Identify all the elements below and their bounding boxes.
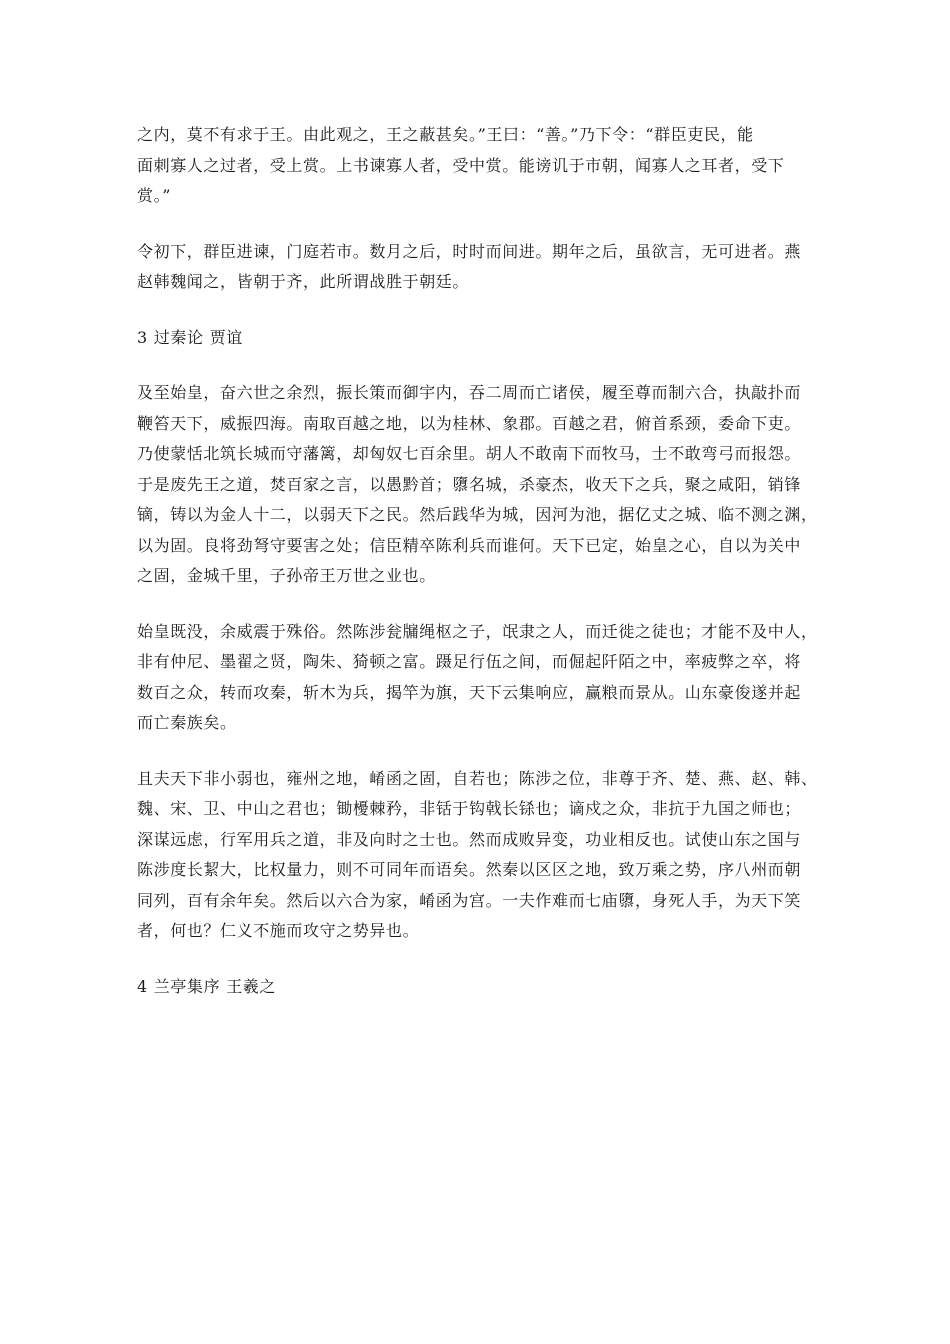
text-line: 数百之众，转而攻秦，斩木为兵，揭竿为旗，天下云集响应，赢粮而景从。山东豪俊遂并起 — [137, 682, 802, 702]
text-line: 乃使蒙恬北筑长城而守藩篱，却匈奴七百余里。胡人不敢南下而牧马，士不敢弯弓而报怨。 — [137, 444, 802, 463]
text-line: 于是废先王之道，焚百家之言，以愚黔首；隳名城，杀豪杰，收天下之兵，聚之咸阳，销锋 — [137, 474, 802, 494]
text-line: 始皇既没，余威震于殊俗。然陈涉瓮牖绳枢之子，氓隶之人，而迁徙之徒也；才能不及中人， — [137, 621, 818, 641]
heading-author: 王羲之 — [226, 976, 276, 996]
document-body — [137, 120, 817, 1027]
text-line: 者，何也？仁义不施而攻守之势异也。 — [137, 921, 420, 940]
paragraph — [137, 378, 817, 592]
text-line: 而亡秦族矣。 — [137, 713, 237, 732]
text-line: 以为固。良将劲弩守要害之处；信臣精卒陈利兵而谁何。天下已定，始皇之心，自以为关中 — [137, 535, 802, 555]
text-line: 鞭笞天下，威振四海。南取百越之地，以为桂林、象郡。百越之君，俯首系颈，委命下吏。 — [137, 413, 802, 433]
heading-author: 贾谊 — [209, 327, 243, 347]
text-line: 非有仲尼、墨翟之贤，陶朱、猗顿之富。蹑足行伍之间，而倔起阡陌之中，率疲弊之卒，将 — [137, 652, 802, 671]
paragraph — [137, 120, 817, 212]
text-line: 深谋远虑，行军用兵之道，非及向时之士也。然而成败异变，功业相反也。试使山东之国与 — [137, 829, 802, 849]
paragraph — [137, 764, 817, 947]
text-line: 同列，百有余年矣。然后以六合为家，崤函为宫。一夫作难而七庙隳，身死人手，为天下笑 — [137, 890, 802, 910]
heading-title: 兰亭集序 — [153, 976, 221, 996]
text-line: 之固，金城千里，子孙帝王万世之业也。 — [137, 566, 436, 585]
heading-number: 3 — [137, 327, 148, 347]
text-line: 令初下，群臣进谏，门庭若市。数月之后，时时而间进。期年之后，虽欲言，无可进者。燕 — [137, 241, 802, 261]
text-line: 魏、宋、卫、中山之君也；锄櫌棘矜，非铦于钩戟长铩也；谪戍之众，非抗于九国之师也； — [137, 799, 802, 818]
section-heading — [137, 323, 817, 354]
heading-number: 4 — [137, 976, 148, 996]
text-line: 陈涉度长絜大，比权量力，则不可同年而语矣。然秦以区区之地，致万乘之势，序八州而朝 — [137, 860, 802, 879]
text-line: 之内，莫不有求于王。由此观之，王之蔽甚矣。”王曰：“善。”乃下令：“群臣吏民，能 — [137, 125, 754, 144]
heading-title: 过秦论 — [153, 327, 204, 347]
text-line: 面刺寡人之过者，受上赏。上书谏寡人者，受中赏。能谤讥于市朝，闻寡人之耳者，受下 — [137, 155, 785, 175]
text-line: 镝，铸以为金人十二，以弱天下之民。然后践华为城，因河为池，据亿丈之城、临不测之渊， — [137, 505, 818, 524]
paragraph — [137, 237, 817, 298]
text-line: 及至始皇，奋六世之余烈，振长策而御宇内，吞二周而亡诸侯，履至尊而制六合，执敲扑而 — [137, 383, 802, 402]
paragraph — [137, 617, 817, 739]
text-line: 赏。” — [137, 186, 171, 205]
text-line: 赵韩魏闻之，皆朝于齐，此所谓战胜于朝廷。 — [137, 272, 470, 291]
section-heading — [137, 972, 817, 1003]
text-line: 且夫天下非小弱也，雍州之地，崤函之固，自若也；陈涉之位，非尊于齐、楚、燕、赵、韩、 — [137, 768, 818, 788]
